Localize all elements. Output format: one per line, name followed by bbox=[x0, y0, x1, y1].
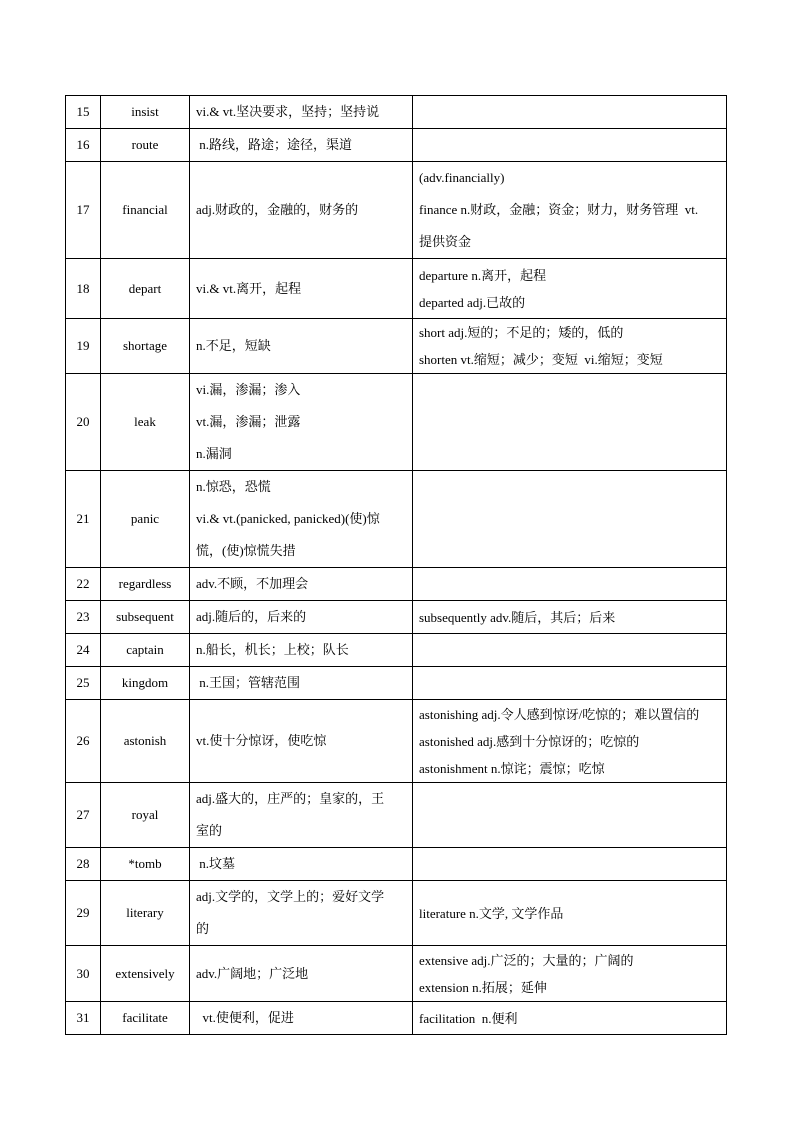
derivative-line: literature n.文学, 文学作品 bbox=[419, 905, 564, 921]
word: subsequent bbox=[101, 601, 190, 634]
row-number: 27 bbox=[66, 783, 101, 848]
meaning-line: adv.不顾，不加理会 bbox=[196, 576, 309, 591]
table-row bbox=[66, 700, 727, 783]
table-row bbox=[66, 946, 727, 1002]
meaning-line: vi.& vt.离开，起程 bbox=[196, 280, 302, 296]
derivatives-cell bbox=[413, 471, 727, 568]
word: captain bbox=[101, 634, 190, 667]
row-number: 30 bbox=[66, 946, 101, 1002]
row-number: 23 bbox=[66, 601, 101, 634]
table-row bbox=[66, 96, 727, 129]
meaning-line: vt.使便利，促进 bbox=[196, 1010, 294, 1025]
meaning-line: adj.财政的，金融的，财务的 bbox=[196, 202, 359, 217]
vocabulary-table-body bbox=[66, 96, 727, 1035]
meaning-line: n.惊恐，恐慌 bbox=[196, 479, 271, 494]
table-row bbox=[66, 162, 727, 259]
derivatives-cell bbox=[413, 667, 727, 700]
word: depart bbox=[101, 259, 190, 319]
meaning-cell bbox=[190, 783, 413, 848]
derivatives-cell bbox=[413, 319, 727, 374]
table-row bbox=[66, 634, 727, 667]
row-number: 22 bbox=[66, 568, 101, 601]
meaning-cell bbox=[190, 96, 413, 129]
meaning-cell bbox=[190, 162, 413, 259]
meaning-cell bbox=[190, 471, 413, 568]
word: insist bbox=[101, 96, 190, 129]
meaning-cell bbox=[190, 568, 413, 601]
word: regardless bbox=[101, 568, 190, 601]
meaning-line: vi.& vt.坚决要求，坚持；坚持说 bbox=[196, 104, 380, 119]
row-number: 31 bbox=[66, 1002, 101, 1035]
row-number: 17 bbox=[66, 162, 101, 259]
derivative-line: 提供资金 bbox=[419, 234, 472, 249]
derivatives-cell bbox=[413, 374, 727, 471]
row-number: 16 bbox=[66, 129, 101, 162]
word: extensively bbox=[101, 946, 190, 1002]
meaning-line: 室的 bbox=[196, 823, 223, 838]
derivative-line: extension n.拓展；延伸 bbox=[419, 979, 547, 995]
row-number: 26 bbox=[66, 700, 101, 783]
derivative-line: (adv.financially) bbox=[419, 170, 505, 185]
row-number: 28 bbox=[66, 848, 101, 881]
meaning-line: adj.盛大的，庄严的；皇家的，王 bbox=[196, 791, 385, 806]
row-number: 25 bbox=[66, 667, 101, 700]
meaning-line: adv.广阔地；广泛地 bbox=[196, 965, 309, 981]
derivatives-cell bbox=[413, 700, 727, 783]
table-row bbox=[66, 259, 727, 319]
word: *tomb bbox=[101, 848, 190, 881]
derivative-line: astonishing adj.令人感到惊讶/吃惊的；难以置信的 bbox=[419, 706, 700, 722]
row-number: 29 bbox=[66, 881, 101, 946]
table-row bbox=[66, 848, 727, 881]
derivative-line: short adj.短的；不足的；矮的，低的 bbox=[419, 325, 624, 340]
derivative-line: shorten vt.缩短；减少；变短 vi.缩短；变短 bbox=[419, 352, 663, 367]
meaning-line: vt.漏，渗漏；泄露 bbox=[196, 414, 301, 429]
table-row bbox=[66, 374, 727, 471]
derivatives-cell bbox=[413, 96, 727, 129]
meaning-cell bbox=[190, 667, 413, 700]
word: kingdom bbox=[101, 667, 190, 700]
meaning-cell bbox=[190, 319, 413, 374]
word: facilitate bbox=[101, 1002, 190, 1035]
meaning-line: vt.使十分惊讶，使吃惊 bbox=[196, 733, 327, 748]
derivatives-cell bbox=[413, 601, 727, 634]
row-number: 21 bbox=[66, 471, 101, 568]
meaning-line: n.漏洞 bbox=[196, 446, 232, 461]
table-row bbox=[66, 601, 727, 634]
derivatives-cell bbox=[413, 634, 727, 667]
derivatives-cell bbox=[413, 568, 727, 601]
meaning-line: vi.漏，渗漏；渗入 bbox=[196, 382, 301, 397]
derivative-line: finance n.财政，金融；资金；财力，财务管理 vt. bbox=[419, 202, 699, 217]
meaning-cell bbox=[190, 700, 413, 783]
meaning-line: adj.随后的，后来的 bbox=[196, 609, 307, 624]
table-row bbox=[66, 471, 727, 568]
word: royal bbox=[101, 783, 190, 848]
derivative-line: astonishment n.惊诧；震惊；吃惊 bbox=[419, 760, 605, 776]
meaning-line: vi.& vt.(panicked, panicked)(使)惊 bbox=[196, 511, 380, 526]
meaning-cell bbox=[190, 601, 413, 634]
meaning-cell bbox=[190, 848, 413, 881]
word: shortage bbox=[101, 319, 190, 374]
vocabulary-table bbox=[65, 95, 727, 1035]
meaning-line: 慌，(使)惊慌失措 bbox=[196, 543, 296, 558]
table-row bbox=[66, 1002, 727, 1035]
derivative-line: subsequently adv.随后，其后；后来 bbox=[419, 609, 616, 625]
meaning-cell bbox=[190, 259, 413, 319]
word: panic bbox=[101, 471, 190, 568]
derivatives-cell bbox=[413, 946, 727, 1002]
table-row bbox=[66, 319, 727, 374]
derivative-line: departed adj.已故的 bbox=[419, 294, 526, 310]
derivatives-cell bbox=[413, 129, 727, 162]
word: astonish bbox=[101, 700, 190, 783]
meaning-line: 的 bbox=[196, 921, 210, 936]
word: leak bbox=[101, 374, 190, 471]
word: financial bbox=[101, 162, 190, 259]
table-row bbox=[66, 881, 727, 946]
derivatives-cell bbox=[413, 881, 727, 946]
word: route bbox=[101, 129, 190, 162]
meaning-line: n.船长，机长；上校；队长 bbox=[196, 642, 349, 657]
derivatives-cell bbox=[413, 259, 727, 319]
meaning-line: adj.文学的，文学上的；爱好文学 bbox=[196, 889, 385, 904]
meaning-cell bbox=[190, 1002, 413, 1035]
meaning-cell bbox=[190, 374, 413, 471]
row-number: 19 bbox=[66, 319, 101, 374]
derivative-line: departure n.离开，起程 bbox=[419, 267, 547, 283]
meaning-cell bbox=[190, 881, 413, 946]
row-number: 20 bbox=[66, 374, 101, 471]
table-row bbox=[66, 129, 727, 162]
meaning-cell bbox=[190, 129, 413, 162]
derivatives-cell bbox=[413, 162, 727, 259]
meaning-line: n.坟墓 bbox=[196, 856, 236, 871]
derivatives-cell bbox=[413, 783, 727, 848]
table-row bbox=[66, 783, 727, 848]
row-number: 24 bbox=[66, 634, 101, 667]
table-row bbox=[66, 568, 727, 601]
word: literary bbox=[101, 881, 190, 946]
meaning-line: n.不足，短缺 bbox=[196, 338, 271, 353]
meaning-cell bbox=[190, 946, 413, 1002]
row-number: 15 bbox=[66, 96, 101, 129]
derivative-line: facilitation n.便利 bbox=[419, 1010, 518, 1026]
derivative-line: extensive adj.广泛的；大量的；广阔的 bbox=[419, 952, 634, 968]
meaning-cell bbox=[190, 634, 413, 667]
meaning-line: n.路线，路途；途径，渠道 bbox=[196, 137, 353, 152]
row-number: 18 bbox=[66, 259, 101, 319]
derivatives-cell bbox=[413, 848, 727, 881]
derivative-line: astonished adj.感到十分惊讶的；吃惊的 bbox=[419, 733, 640, 749]
meaning-line: n.王国；管辖范围 bbox=[196, 675, 301, 690]
derivatives-cell bbox=[413, 1002, 727, 1035]
table-row bbox=[66, 667, 727, 700]
